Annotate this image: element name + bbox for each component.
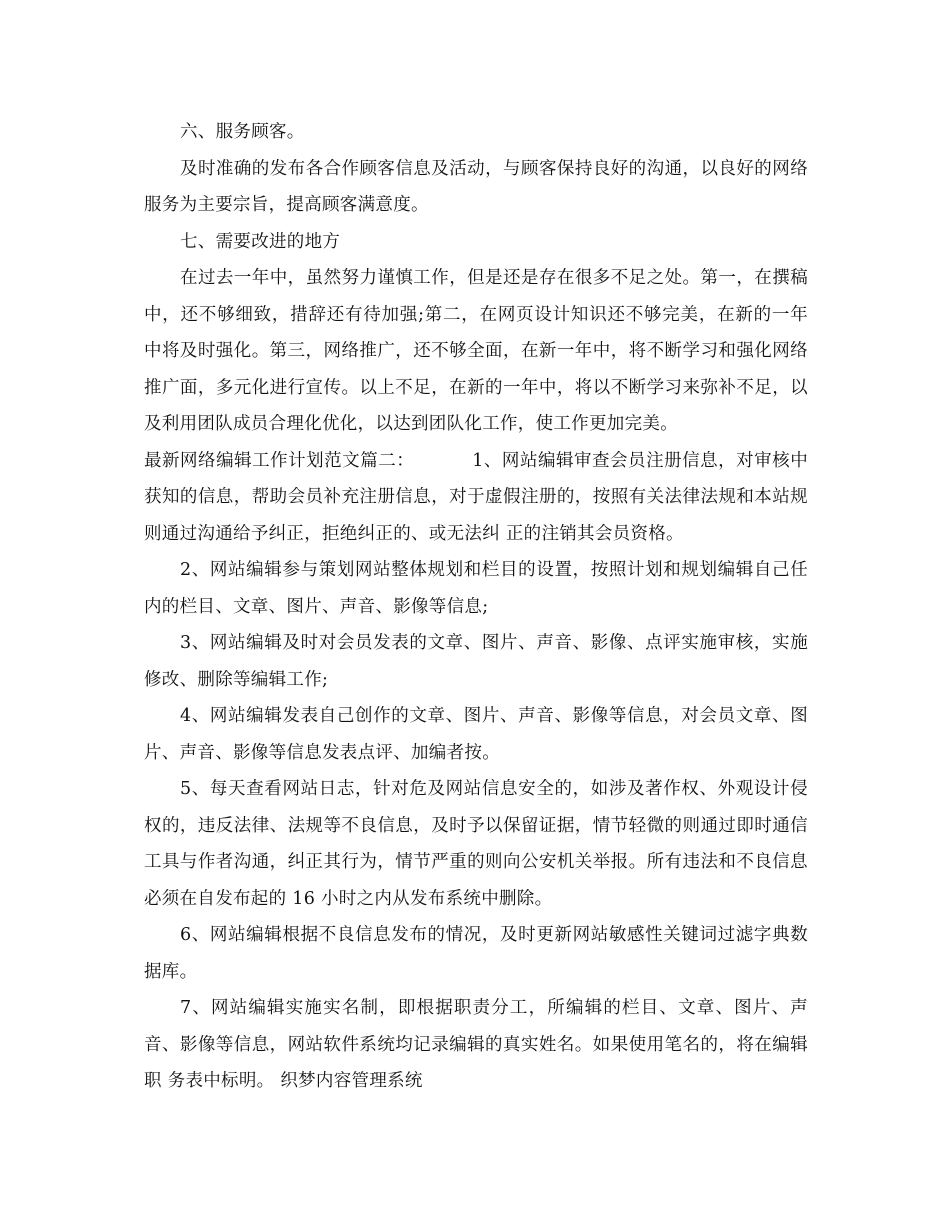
document-body: [144, 114, 808, 1100]
paragraph: 及时准确的发布各合作顾客信息及活动，与顾客保持良好的沟通，以良好的网络服务为主要宗旨，提高顾客满意度。: [144, 158, 808, 215]
section-two-heading: 最新网络编辑工作计划范文篇二：: [144, 450, 415, 471]
paragraph: 4、网站编辑发表自己创作的文章、图片、声音、影像等信息，对会员文章、图片、声音、影像等信息发表点评、加编者按。: [144, 706, 808, 763]
paragraph: 六、服务顾客。: [180, 122, 305, 142]
paragraph: 3、网站编辑及时对会员发表的文章、图片、声音、影像、点评实施审核，实施修改、删除等编辑工作;: [144, 633, 808, 690]
paragraph-section-two: [144, 443, 808, 553]
section-two-text: 1、网站编辑审查会员注册信息，对审核中获知的信息，帮助会员补充注册信息，对于虚假注册的，按照有关法律法规和本站规则通过沟通给予纠正，拒绝纠正的、或无法纠 正的注销其会员资格。: [144, 450, 809, 544]
paragraph: 5、每天查看网站日志，针对危及网站信息安全的，如涉及著作权、外观设计侵权的，违反法律、法规等不良信息，及时予以保留证据，情节轻微的则通过即时通信 工具与作者沟通，纠正其行为，情节严重的则向公安机关举报。所有违法和不良信息必须在自发布起的 16 小时之内从发布系统中删除。: [144, 779, 808, 909]
paragraph: 在过去一年中，虽然努力谨慎工作，但是还是存在很多不足之处。第一，在撰稿中，还不够细致，措辞还有待加强;第二，在网页设计知识还不够完美，在新的一年中将及时强化。第三，网络推广，还不够全面，在新一年中，将不断学习和强化网络推广面，多元化进行宣传。以上不足，在新的一年中，将以不断学习来弥补不足，以及利用团队成员合理化优化，以达到团队化工作，使工作更加完美。: [144, 268, 808, 434]
paragraph: 2、网站编辑参与策划网站整体规划和栏目的设置，按照计划和规划编辑自己任内的栏目、文章、图片、声音、影像等信息;: [144, 560, 808, 617]
paragraph: 6、网站编辑根据不良信息发布的情况，及时更新网站敏感性关键词过滤字典数据库。: [144, 925, 808, 982]
paragraph: 7、网站编辑实施实名制，即根据职责分工，所编辑的栏目、文章、图片、声音、影像等信息，网站软件系统均记录编辑的真实姓名。如果使用笔名的，将在编辑职 务表中标明。 织梦内容管理系统: [144, 998, 808, 1091]
paragraph: 七、需要改进的地方: [180, 231, 341, 252]
